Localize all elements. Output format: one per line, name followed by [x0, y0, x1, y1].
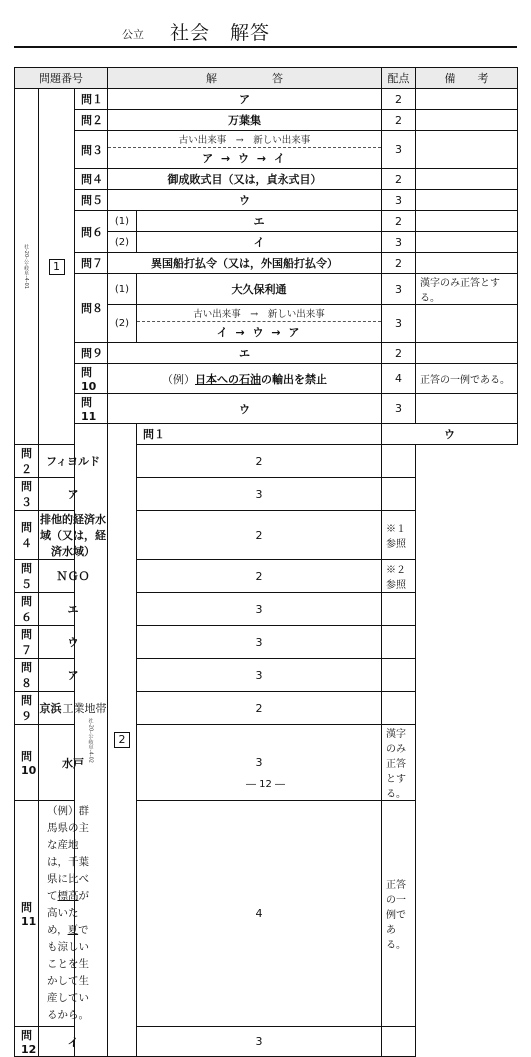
- header-remarks: 備 考: [416, 68, 518, 89]
- remarks: [382, 478, 416, 511]
- table-row: [15, 364, 518, 394]
- points: 2: [382, 169, 416, 190]
- answer: 御成敗式目（又は，貞永式目）: [108, 169, 382, 190]
- points: 3: [137, 626, 382, 659]
- question-number: 問３: [75, 131, 108, 169]
- header-answer: 解 答: [108, 68, 382, 89]
- question-number: 問６: [15, 593, 39, 626]
- points: 2: [382, 343, 416, 364]
- answer: ウ: [382, 424, 518, 445]
- answer: ＮＧＯ: [39, 560, 108, 593]
- question-number: 問５: [15, 560, 39, 593]
- question-number: 問２: [15, 445, 39, 478]
- remarks: [416, 89, 518, 110]
- remarks: [382, 445, 416, 478]
- question-number: 問８: [15, 659, 39, 692]
- table-row: [15, 626, 518, 659]
- answer: 異国船打払令（又は，外国船打払令）: [108, 253, 382, 274]
- table-row: [15, 478, 518, 511]
- remarks: [416, 190, 518, 211]
- section-1-side: [15, 89, 39, 445]
- table-row: [15, 110, 518, 131]
- remarks: [416, 253, 518, 274]
- remarks: 漢字のみ正答とする。: [416, 274, 518, 305]
- answer: 排他的経済水域（又は，経済水域）: [39, 511, 108, 560]
- table-row: [15, 659, 518, 692]
- question-number: 問４: [75, 169, 108, 190]
- table-row: [15, 89, 518, 110]
- sub-number: (1): [108, 274, 137, 305]
- points: 2: [137, 445, 382, 478]
- remarks: ※１参照: [382, 511, 416, 560]
- table-row: [15, 801, 518, 1027]
- sub-number: (2): [108, 232, 137, 253]
- points: 2: [137, 560, 382, 593]
- table-row: [15, 253, 518, 274]
- section-2-code: 社-20-公-岐阜-4-02: [87, 717, 94, 763]
- header: [0, 16, 531, 46]
- answer: エ: [39, 593, 108, 626]
- answer: イ: [137, 232, 382, 253]
- section-2-number: 2: [108, 424, 137, 1057]
- answer: ア: [108, 89, 382, 110]
- sub-number: (2): [108, 305, 137, 343]
- question-number: 問11: [75, 394, 108, 424]
- remarks: [382, 626, 416, 659]
- question-number: 問５: [75, 190, 108, 211]
- answer: ア: [39, 478, 108, 511]
- answer: 水戸: [39, 725, 108, 801]
- points: 3: [382, 305, 416, 343]
- remarks: ※２参照: [382, 560, 416, 593]
- table-row: [15, 445, 518, 478]
- question-number: 問７: [75, 253, 108, 274]
- remarks: [382, 692, 416, 725]
- remarks: 正答の一例である。: [416, 364, 518, 394]
- sub-number: (1): [108, 211, 137, 232]
- question-number: 問９: [75, 343, 108, 364]
- points: 3: [137, 659, 382, 692]
- section-1-number: 1: [39, 89, 75, 445]
- points: 3: [137, 478, 382, 511]
- answer: ウ: [39, 626, 108, 659]
- table-row: [15, 593, 518, 626]
- question-number: 問７: [15, 626, 39, 659]
- points: 3: [382, 274, 416, 305]
- points: 2: [137, 692, 382, 725]
- answer: エ: [137, 211, 382, 232]
- answer: エ: [108, 343, 382, 364]
- table-row: [15, 560, 518, 593]
- public-label: 公立: [122, 28, 144, 41]
- points: 3: [382, 190, 416, 211]
- order-answer: ア → ウ → イ: [202, 152, 287, 165]
- table-row: [15, 511, 518, 560]
- answer: （例）群馬県の主な産地は，千葉県に比べて標高が高いた め，夏でも涼しいことを生かして生産しているから。: [39, 801, 108, 1027]
- page-title: 社会 解答: [170, 22, 271, 44]
- question-number: 問８: [75, 274, 108, 343]
- answer: [108, 131, 382, 169]
- answer: フィヨルド: [39, 445, 108, 478]
- points: 3: [137, 1027, 382, 1057]
- points: 2: [137, 511, 382, 560]
- question-number: 問６: [75, 211, 108, 253]
- table-row: [15, 211, 518, 232]
- points: 2: [382, 253, 416, 274]
- table-row: [15, 424, 518, 445]
- points: 3: [382, 131, 416, 169]
- remarks: [416, 131, 518, 169]
- remarks: [416, 110, 518, 131]
- remarks: [416, 211, 518, 232]
- points: 3: [137, 725, 382, 801]
- table-row: [15, 274, 518, 305]
- remarks: [382, 1027, 416, 1057]
- answer: イ: [39, 1027, 108, 1057]
- table-row: [15, 394, 518, 424]
- table-row: [15, 169, 518, 190]
- points: 4: [137, 801, 382, 1027]
- remarks: [416, 169, 518, 190]
- remarks: [416, 232, 518, 253]
- points: 3: [382, 394, 416, 424]
- table-row: [15, 1027, 518, 1057]
- section-1-code: 社-20-公-岐阜-4-01: [23, 244, 29, 289]
- order-answer: イ → ウ → ア: [216, 326, 302, 339]
- points: 2: [382, 211, 416, 232]
- question-number: 問10: [15, 725, 39, 801]
- remarks: [416, 305, 518, 343]
- order-caption: 古い出来事 → 新しい出来事: [137, 305, 381, 322]
- header-points: 配点: [382, 68, 416, 89]
- table-header-row: [15, 68, 518, 89]
- table-row: [15, 190, 518, 211]
- answer: 万葉集: [108, 110, 382, 131]
- points: 3: [382, 232, 416, 253]
- answer: ウ: [108, 394, 382, 424]
- question-number: 問12: [15, 1027, 39, 1057]
- question-number: 問３: [15, 478, 39, 511]
- answer: [137, 305, 382, 343]
- question-number: 問４: [15, 511, 39, 560]
- order-caption: 古い出来事 → 新しい出来事: [108, 131, 381, 148]
- header-question: 問題番号: [15, 68, 108, 89]
- remarks: 漢字のみ正答とする。: [382, 725, 416, 801]
- points: 3: [137, 593, 382, 626]
- question-number: 問10: [75, 364, 108, 394]
- question-number: 問１: [75, 89, 108, 110]
- answer: ア: [39, 659, 108, 692]
- question-number: 問11: [15, 801, 39, 1027]
- answer: （例）日本への石油の輸出を禁止: [108, 364, 382, 394]
- question-number: 問２: [75, 110, 108, 131]
- page-number: ― 12 ―: [245, 779, 286, 790]
- remarks: [382, 593, 416, 626]
- remarks: [416, 343, 518, 364]
- answer: ウ: [108, 190, 382, 211]
- remarks: [382, 659, 416, 692]
- table-row: [15, 343, 518, 364]
- title-rule: [14, 46, 517, 48]
- points: 2: [382, 89, 416, 110]
- question-number: 問１: [137, 424, 382, 445]
- points: 4: [382, 364, 416, 394]
- question-number: 問９: [15, 692, 39, 725]
- answer: 大久保利通: [137, 274, 382, 305]
- remarks: 正答の一例である。: [382, 801, 416, 1027]
- answer: 京浜 工業地帯: [39, 692, 108, 725]
- remarks: [416, 394, 518, 424]
- table-row: [15, 131, 518, 169]
- answer-table: [14, 67, 518, 1057]
- points: 2: [382, 110, 416, 131]
